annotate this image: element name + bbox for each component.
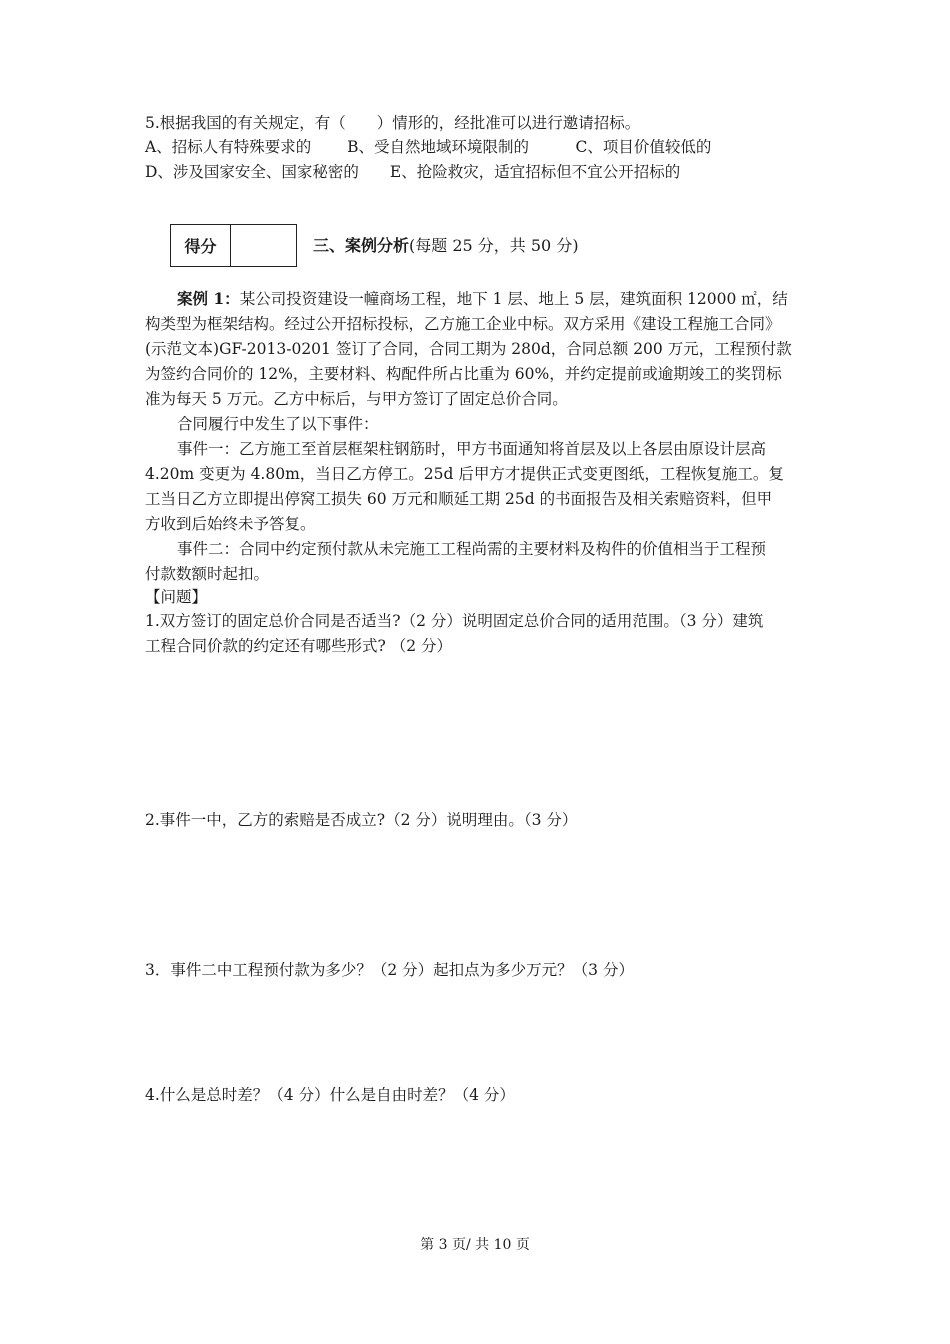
events-intro: 合同履行中发生了以下事件： [177, 415, 379, 433]
q5-options-row-1: A、招标人有特殊要求的 B、受自然地域环境限制的 C、项目价值较低的 [145, 138, 712, 156]
case-para-line: 为签约合同价的 12%，主要材料、构配件所占比重为 60%，并约定提前或逾期竣工的奖罚标 [145, 365, 782, 383]
q5-options-row-2: D、涉及国家安全、国家秘密的 E、抢险救灾，适宜招标但不宜公开招标的 [145, 163, 681, 181]
score-box [170, 224, 297, 267]
event1-line: 工当日乙方立即提出停窝工损失 60 万元和顺延工期 25d 的书面报告及相关索赔资料，但甲 [145, 490, 773, 508]
score-blank-cell [231, 225, 296, 266]
question-1-line: 1.双方签订的固定总价合同是否适当?（2 分）说明固定总价合同的适用范围。（3 分）建筑 [145, 612, 764, 630]
event1-line: 4.20m 变更为 4.80m，当日乙方停工。25d 后甲方才提供正式变更图纸，工程恢复施工。复 [145, 465, 784, 483]
page-footer: 第 3 页/ 共 10 页 [420, 1237, 530, 1253]
case-para-line: 准为每天 5 万元。乙方中标后，与甲方签订了固定总价合同。 [145, 390, 568, 408]
question-4: 4.什么是总时差？（4 分）什么是自由时差？（4 分） [145, 1086, 515, 1104]
case-label: 案例 1： [177, 289, 240, 308]
case-para-line: 构类型为框架结构。经过公开招标投标，乙方施工企业中标。双方采用《建设工程施工合同》 [145, 315, 781, 333]
questions-header: 【问题】 [145, 588, 208, 606]
section-title-note: (每题 25 分，共 50 分) [409, 236, 579, 255]
event2-line: 付款数额时起扣。 [145, 565, 270, 583]
q5-stem: 5.根据我国的有关规定，有（ ）情形的，经批准可以进行邀请招标。 [145, 114, 641, 132]
score-label: 得分 [171, 225, 231, 266]
event1-line: 方收到后始终未予答复。 [145, 515, 316, 533]
section-title [313, 234, 579, 258]
event2-line: 事件二：合同中约定预付款从未完施工工程尚需的主要材料及构件的价值相当于工程预 [177, 540, 767, 558]
question-1-line: 工程合同价款的约定还有哪些形式? （2 分） [145, 637, 453, 655]
event1-line: 事件一：乙方施工至首层框架柱钢筋时，甲方书面通知将首层及以上各层由原设计层高 [177, 440, 767, 458]
case-para-line: (示范文本)GF-2013-0201 签订了合同，合同工期为 280d，合同总额 200 万元，工程预付款 [145, 340, 792, 358]
section-title-text: 三、案例分析 [313, 236, 410, 255]
question-3: 3．事件二中工程预付款为多少？（2 分）起扣点为多少万元？（3 分） [145, 961, 634, 979]
case-para-line: 案例 1：某公司投资建设一幢商场工程，地下 1 层、地上 5 层，建筑面积 12000 ㎡，结 [177, 289, 788, 308]
question-2: 2.事件一中，乙方的索赔是否成立?（2 分）说明理由。（3 分） [145, 811, 578, 829]
